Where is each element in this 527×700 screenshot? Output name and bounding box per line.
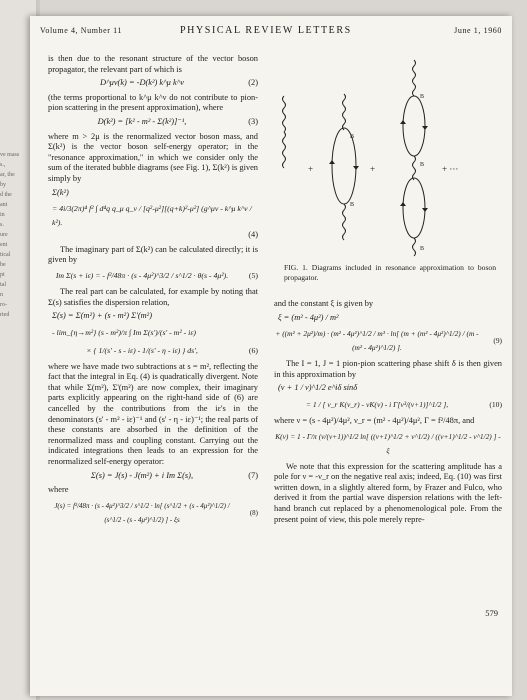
running-header [40, 26, 502, 38]
wavy-propagator-2a [343, 94, 346, 130]
journal-page [30, 16, 512, 696]
boson-label: B [420, 94, 425, 100]
equation-9-line2: + ((m² + 2μ²)/m) · (m² - 4μ²)^1/2 / m³ · ln[ (m + (m² - 4μ²)^1/2) / (m - (m² - 4μ²)^1/2) ]. (9) [275, 329, 502, 353]
facing-page-fragment: tical [0, 252, 11, 258]
facing-page-fragment: ent [0, 242, 8, 248]
plus-dots: + ··· [442, 164, 459, 174]
facing-page-fragment: s., [0, 162, 6, 168]
boson-label: B [350, 134, 355, 140]
page-number: 579 [485, 608, 498, 618]
equation-8: J(s) = f²/48π · (s - 4μ²)^3/2 / s^1/2 · ln[ (s^1/2 + (s - 4μ²)^1/2) / (s^1/2 - (s - 4μ²)^1/2) ] - ξs (8) [54, 501, 258, 524]
equation-11: K(ν) = 1 - Γ/π (ν/(ν+1))^1/2 ln[ ((ν+1)^1/2 + ν^1/2) / ((ν+1)^1/2 - ν^1/2) ] - ξ [275, 431, 501, 455]
plus-sign-2: + [370, 164, 376, 174]
bubble-diagrams-svg [274, 54, 502, 259]
journal-title: PHYSICAL REVIEW LETTERS [180, 25, 352, 36]
facing-page-fragment: n [0, 292, 3, 298]
paragraph: We note that this expression for the scattering amplitude has a pole for ν = -ν_r on the negative real axis; indeed, Eq. (10) was first written down, in a slightly altered form, by Frazer and Fulco, who derived it from the partial wave dispersion relations with the left-hand branch cut replaced by a phenomenological pole. From the present point of view, this pole merely repre- [274, 461, 502, 524]
right-column [274, 54, 502, 528]
paragraph: where we have made two subtractions at s = m², reflecting the fact that the integral in Eq. (4) is quadratically divergent. Note that while Σ(m²), Σ'(m²) are now complex, their imaginary parts explicitly appearing on the right-hand side of (6) are cancelled by the contributions from the iε's in the denominators (s' - m² - iε)⁻¹ and (s' - η - iε)⁻¹; the real parts of these constants are absorbed in the definition of the renormalized mass and coupling constant. Carrying out the indicated integrations then leads to an expression for the renormalized self-energy operator: [48, 361, 258, 467]
facing-page-fragment: in [0, 212, 5, 218]
left-column [48, 54, 258, 531]
facing-page-fragment: pt [0, 272, 5, 278]
wavy-propagator-2b [343, 204, 346, 240]
paragraph: where ν = (s - 4μ²)/4μ², ν_r = (m² - 4μ²)/4μ², Γ = f²/48π, and [274, 415, 475, 425]
facing-page-fragment: rted [0, 312, 10, 318]
equation-7: Σ(s) = J(s) - J(m²) + i Im Σ(s), (7) [90, 470, 258, 480]
equation-6-line1: Σ(s) = Σ(m²) + (s - m²) Σ'(m²) [52, 311, 152, 321]
equation-10-line1: (ν + 1 / ν)^1/2 e^iδ sinδ [278, 383, 358, 393]
boson-label: B [420, 162, 425, 168]
paragraph: is then due to the resonant structure of the vector boson propagator, the relevant part of which is [48, 54, 258, 74]
equation-10-line2: = 1 / [ ν_r K(ν_r) - νK(ν) - i Γ[ν³/(ν+1)]^1/2 ], (10) [305, 399, 502, 409]
equation-4-line1: Σ(k²) [52, 187, 69, 197]
facing-page-fragment: be [0, 262, 6, 268]
facing-page-fragment: d the [0, 192, 12, 198]
paragraph: (the terms proportional to k^μ k^ν do not contribute to pion-pion scattering in the present approximation), where [48, 92, 258, 113]
paragraph: where [48, 485, 69, 495]
figure-caption: FIG. 1. Diagrams included in resonance approximation to boson propagator. [284, 263, 496, 282]
bubble-loop-3 [403, 178, 425, 238]
facing-page-fragment: ure [0, 232, 8, 238]
equation-5: Im Σ(s + iε) = - f²/48π · (s - 4μ²)^3/2 / s^1/2 · θ(s - 4μ²). (5) [55, 270, 258, 280]
paragraph: where m > 2μ is the renormalized vector boson mass, and Σ(k²) is the vector boson self-energy operator; in the "resonance approximation," in which we consider only the sum of the iterated bubble diagrams (see Fig. 1), Σ(k²) is given simply by [48, 131, 258, 183]
facing-page-fragment: ar, the [0, 172, 15, 178]
facing-page-fragment: ant [0, 202, 8, 208]
feynman-diagram-figure [274, 54, 502, 259]
paragraph: The real part can be calculated, for example by noting that Σ(s) satisfies the dispersion relation, [48, 286, 258, 307]
equation-9-line1: ξ = (m² - 4μ²) / m² [278, 312, 339, 322]
equation-4-number: (4) [248, 230, 258, 240]
plus-sign-1: + [308, 164, 314, 174]
issue-date: June 1, 1960 [454, 26, 502, 35]
facing-page-fragment: tal [0, 282, 6, 288]
volume-number: Volume 4, Number 11 [40, 26, 123, 35]
facing-page-fragment: s. [0, 222, 4, 228]
boson-label: B [420, 246, 425, 252]
equation-6-line2: - lim_{η→m²} (s - m²)/π ∫ Im Σ(s')/(s' - m² - iε) [52, 327, 196, 337]
equation-3: D(k²) = [k² - m² - Σ(k²)]⁻¹, (3) [97, 116, 258, 126]
facing-page-fragment: by [0, 182, 6, 188]
bubble-loop-2 [403, 96, 425, 156]
paragraph: and the constant ξ is given by [274, 299, 374, 308]
equation-4-line2: = 4i/3(2π)⁴ f² ∫ d⁴q q_μ q_ν / [q²-μ²][(q+k)²-μ²] (g^μν - k^μ k^ν / k²). [52, 204, 252, 228]
facing-page-fragment: ve mass [0, 152, 20, 158]
boson-label: B [350, 202, 355, 208]
paragraph: The I = 1, J = 1 pion-pion scattering phase shift δ is then given in this approximation by [274, 359, 502, 379]
equation-2: D^μν(k) = -D(k²) k^μ k^ν (2) [100, 78, 258, 88]
wavy-propagator-3a [413, 60, 416, 96]
wavy-propagator-3c [413, 238, 416, 256]
facing-page-fragment: ro- [0, 302, 7, 308]
equation-6-line3: × { 1/(s' - s - iε) - 1/(s' - η - iε) } ds', (6) [86, 345, 258, 355]
wavy-propagator-3b [413, 156, 416, 180]
paragraph: The imaginary part of Σ(k²) can be calculated directly; it is given by [48, 244, 258, 265]
wavy-propagator-1 [283, 96, 286, 168]
